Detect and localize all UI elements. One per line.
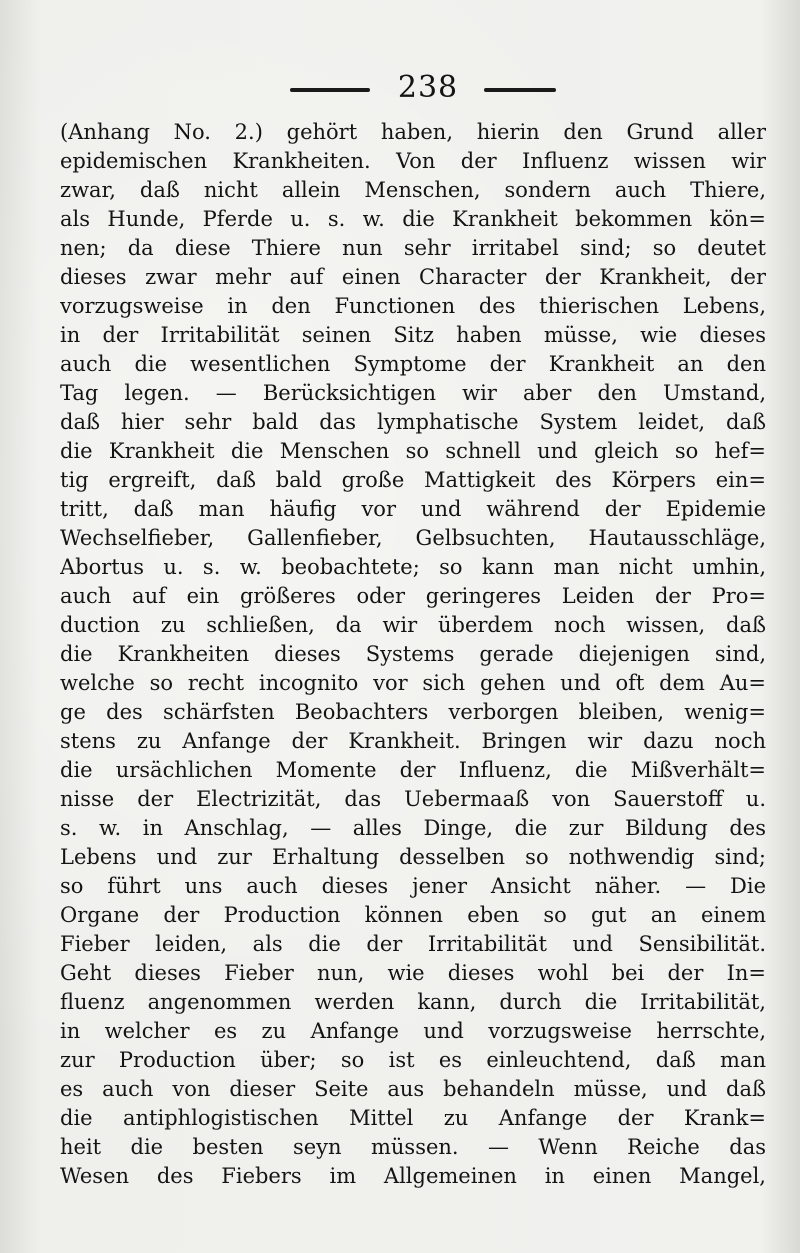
- text-line: die Krankheiten dieses Systems gerade diejenigen sind,: [60, 642, 766, 666]
- header-rule-left: [290, 88, 370, 92]
- text-line: dieses zwar mehr auf einen Character der Krankheit, der: [60, 265, 766, 289]
- text-line: zwar, daß nicht allein Menschen, sondern auch Thiere,: [60, 178, 766, 202]
- text-line: auch die wesentlichen Symptome der Krankheit an den: [60, 352, 766, 376]
- text-line: zur Production über; so ist es einleuchtend, daß man: [60, 1048, 766, 1072]
- text-line: Tag legen. — Berücksichtigen wir aber den Umstand,: [60, 381, 766, 405]
- text-line: duction zu schließen, da wir überdem noch wissen, daß: [60, 613, 766, 637]
- text-line: Geht dieses Fieber nun, wie dieses wohl bei der In=: [60, 961, 766, 985]
- text-line: in der Irritabilität seinen Sitz haben müsse, wie dieses: [60, 323, 766, 347]
- text-line: so führt uns auch dieses jener Ansicht näher. — Die: [60, 874, 766, 898]
- text-line: tig ergreift, daß bald große Mattigkeit des Körpers ein=: [60, 468, 766, 492]
- text-line: daß hier sehr bald das lymphatische System leidet, daß: [60, 410, 766, 434]
- text-line: nisse der Electrizität, das Uebermaaß von Sauerstoff u.: [60, 787, 766, 811]
- text-line: in welcher es zu Anfange und vorzugsweise herrschte,: [60, 1019, 766, 1043]
- text-line: s. w. in Anschlag, — alles Dinge, die zur Bildung des: [60, 816, 766, 840]
- text-line: welche so recht incognito vor sich gehen und oft dem Au=: [60, 671, 766, 695]
- header-rule-right: [484, 88, 556, 92]
- text-line: epidemischen Krankheiten. Von der Influenz wissen wir: [60, 149, 766, 173]
- text-line: die antiphlogistischen Mittel zu Anfange der Krank=: [60, 1106, 766, 1130]
- text-line: Lebens und zur Erhaltung desselben so nothwendig sind;: [60, 845, 766, 869]
- text-line: Abortus u. s. w. beobachtete; so kann man nicht umhin,: [60, 555, 766, 579]
- text-line: tritt, daß man häufig vor und während der Epidemie: [60, 497, 766, 521]
- text-line: Wesen des Fiebers im Allgemeinen in einen Mangel,: [60, 1164, 766, 1188]
- text-line: die ursächlichen Momente der Influenz, die Mißverhält=: [60, 758, 766, 782]
- text-line: Organe der Production können eben so gut an einem: [60, 903, 766, 927]
- text-line: heit die besten seyn müssen. — Wenn Reiche das: [60, 1135, 766, 1159]
- text-line: stens zu Anfange der Krankheit. Bringen wir dazu noch: [60, 729, 766, 753]
- body-text: [60, 118, 766, 1191]
- text-line: auch auf ein größeres oder geringeres Leiden der Pro=: [60, 584, 766, 608]
- text-line: ge des schärfsten Beobachters verborgen bleiben, wenig=: [60, 700, 766, 724]
- text-line: als Hunde, Pferde u. s. w. die Krankheit bekommen kön=: [60, 207, 766, 231]
- text-line: die Krankheit die Menschen so schnell und gleich so hef=: [60, 439, 766, 463]
- text-line: vorzugsweise in den Functionen des thierischen Lebens,: [60, 294, 766, 318]
- page-number: 238: [397, 70, 459, 105]
- page-header: [0, 66, 800, 110]
- text-line: Fieber leiden, als die der Irritabilität und Sensibilität.: [60, 932, 766, 956]
- text-line: nen; da diese Thiere nun sehr irritabel sind; so deutet: [60, 236, 766, 260]
- text-line: fluenz angenommen werden kann, durch die Irritabilität,: [60, 990, 766, 1014]
- text-line: Wechselfieber, Gallenfieber, Gelbsuchten, Hautausschläge,: [60, 526, 766, 550]
- text-line: (Anhang No. 2.) gehört haben, hierin den Grund aller: [60, 120, 766, 144]
- text-line: es auch von dieser Seite aus behandeln müsse, und daß: [60, 1077, 766, 1101]
